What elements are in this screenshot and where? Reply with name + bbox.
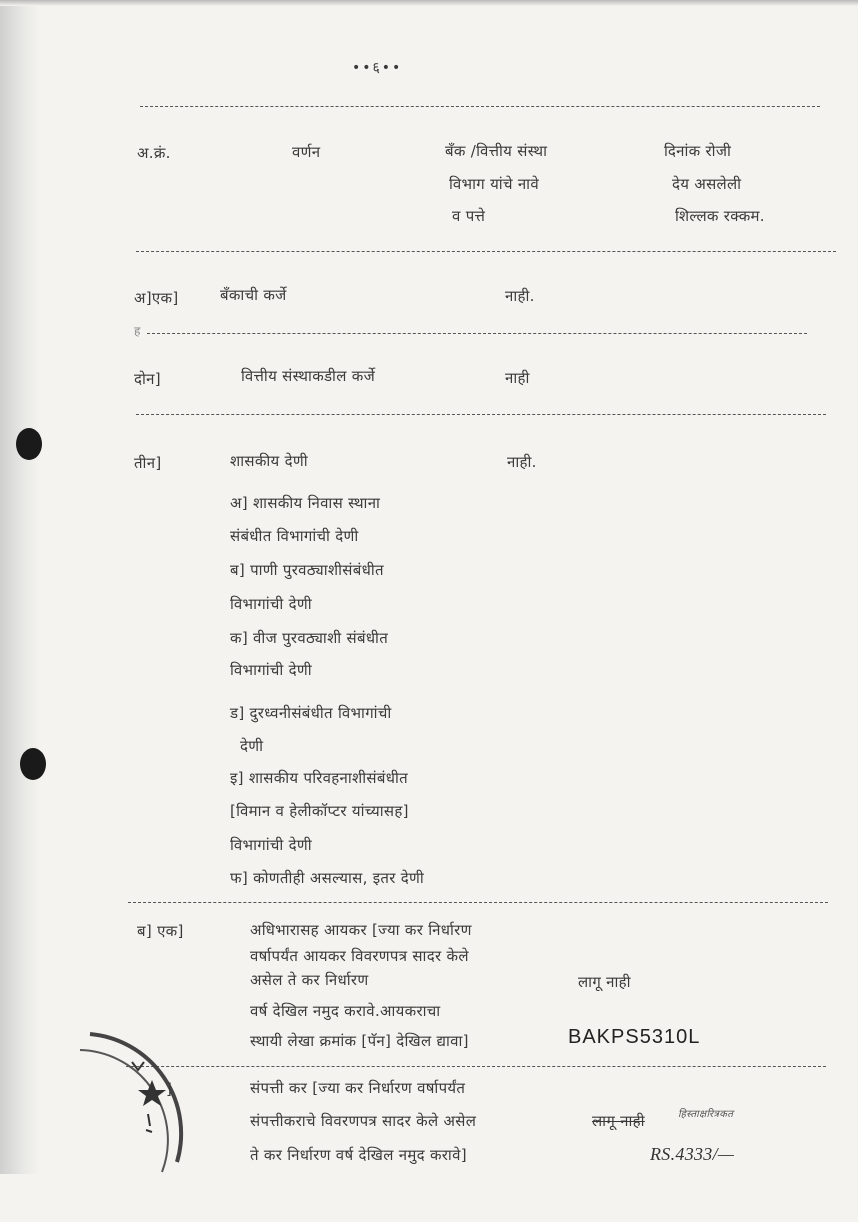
section-b-two-line: ते कर निर्धारण वर्ष देखिल नमुद करावे] <box>250 1146 467 1164</box>
section-b-one-line: अधिभारासह आयकर [ज्या कर निर्धारण <box>250 921 472 939</box>
header-institution-line1: बँक /वित्तीय संस्था <box>445 142 548 160</box>
header-balance-line2: देय असलेली <box>672 175 742 193</box>
section-b-one-value: लागू नाही <box>578 973 631 991</box>
section-b-one-line: असेल ते कर निर्धारण <box>250 971 369 989</box>
stray-mark: ह <box>134 324 141 338</box>
section-three-item: विभागांची देणी <box>230 595 312 613</box>
section-b-two-line: संपत्ती कर [ज्या कर निर्धारण वर्षापर्यंत <box>250 1079 466 1097</box>
pan-number: BAKPS5310L <box>568 1026 701 1048</box>
section-three-item: फ] कोणतीही असल्यास, इतर देणी <box>230 869 425 887</box>
section-three-item: ब] पाणी पुरवठ्याशीसंबंधीत <box>230 561 384 579</box>
section-a-description: बँकाची कर्जे <box>220 286 287 304</box>
section-b-one-line: स्थायी लेखा क्रमांक [पॅन] देखिल द्यावा] <box>250 1032 469 1050</box>
divider <box>147 333 807 334</box>
punch-hole-lower <box>20 748 46 780</box>
page-number: ••६•• <box>352 60 403 76</box>
header-institution-line3: व पत्ते <box>452 207 486 225</box>
punch-hole-upper <box>16 428 42 460</box>
section-three-item: क] वीज पुरवठ्याशी संबंधीत <box>230 629 389 647</box>
divider <box>140 106 820 107</box>
section-two-description: वित्तीय संस्थाकडील कर्जे <box>241 367 376 385</box>
header-balance-line1: दिनांक रोजी <box>664 142 732 160</box>
section-b-one-line: वर्ष देखिल नमुद करावे.आयकराचा <box>250 1002 441 1020</box>
rubber-stamp <box>62 1022 262 1222</box>
header-institution-line2: विभाग यांचे नावे <box>449 175 539 193</box>
divider <box>128 902 828 903</box>
section-three-item: अ] शासकीय निवास स्थाना <box>230 494 381 512</box>
page-top-edge <box>0 0 858 6</box>
section-three-item: विभागांची देणी <box>230 836 312 854</box>
header-serial-number: अ.क्रं. <box>137 144 171 162</box>
section-a-number: अ]एक] <box>134 289 179 307</box>
section-two-value: नाही <box>505 369 530 387</box>
section-two-number: दोन] <box>134 370 161 388</box>
divider <box>136 251 836 252</box>
handwritten-note: हिस्ताक्षरित्रकत <box>678 1109 734 1120</box>
section-three-item: इ] शासकीय परिवहनाशीसंबंधीत <box>230 769 408 787</box>
section-b-one-number: ब] एक] <box>137 922 184 940</box>
struck-value: लागू नाही <box>592 1112 645 1130</box>
section-b-two-number: ] <box>166 1080 173 1098</box>
header-description: वर्णन <box>292 143 321 161</box>
page-binding-edge <box>0 0 40 1174</box>
section-three-value: नाही. <box>507 453 537 471</box>
section-a-value: नाही. <box>505 287 535 305</box>
section-three-description: शासकीय देणी <box>230 452 308 470</box>
wealth-tax-amount: RS.4333/— <box>650 1144 735 1164</box>
section-three-item: देणी <box>240 737 264 755</box>
section-three-item: संबंधीत विभागांची देणी <box>230 527 359 545</box>
section-three-item: विभागांची देणी <box>230 661 312 679</box>
divider <box>136 414 826 415</box>
section-three-item: [विमान व हेलीकॉप्टर यांच्यासह] <box>230 802 409 820</box>
section-b-one-line: वर्षापर्यंत आयकर विवरणपत्र सादर केले <box>250 947 469 965</box>
section-three-item: ड] दुरध्वनीसंबंधीत विभागांची <box>230 704 392 722</box>
section-b-two-line: संपत्तीकराचे विवरणपत्र सादर केले असेल <box>250 1112 477 1130</box>
header-balance-line3: शिल्लक रक्कम. <box>675 207 765 225</box>
section-three-number: तीन] <box>134 454 162 472</box>
